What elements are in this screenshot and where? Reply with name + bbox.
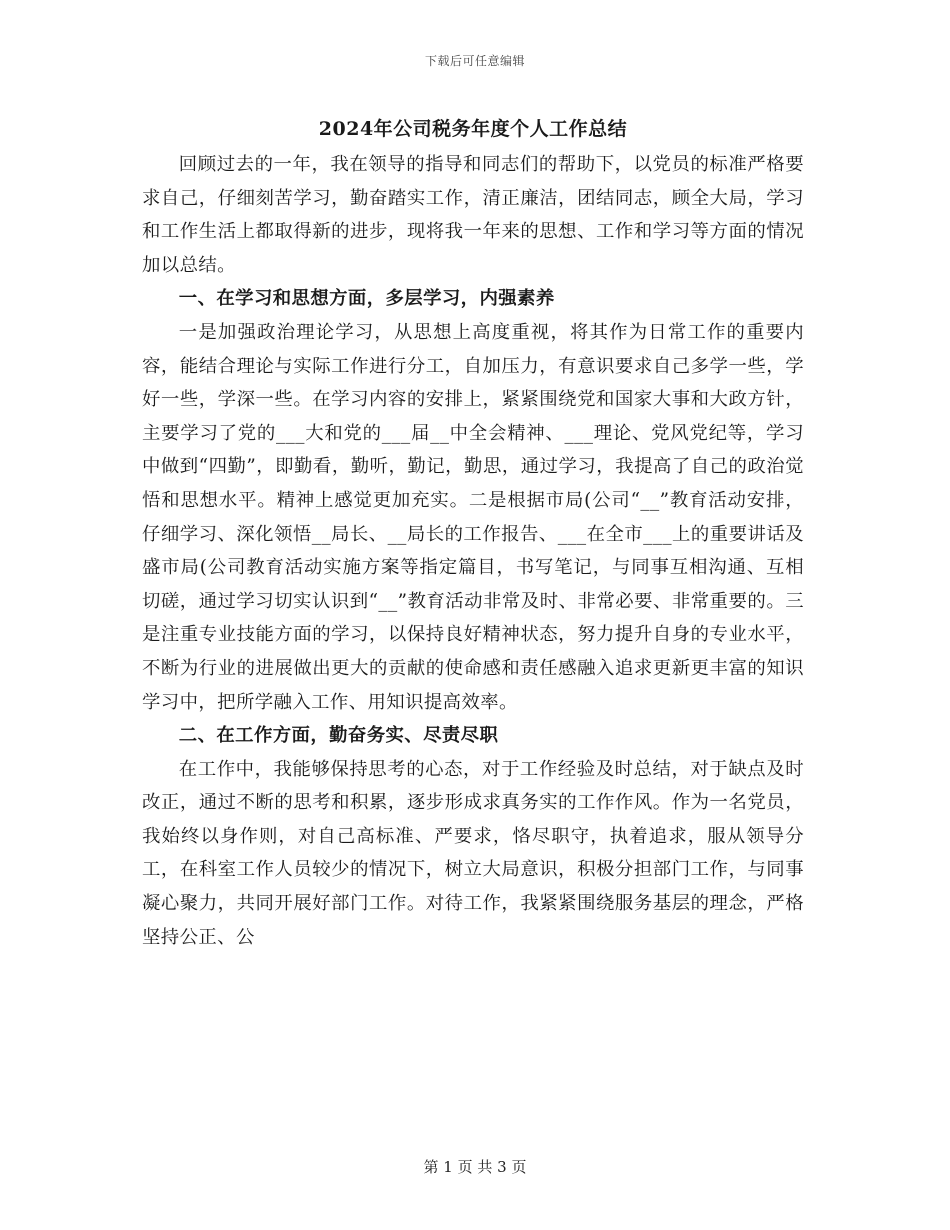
section-2-heading: 二、在工作方面，勤奋务实、尽责尽职 [178,725,499,747]
document-body [142,113,804,954]
header-note: 下载后可任意编辑 [424,54,525,68]
page-footer: 第 1 页 共 3 页 [423,1158,527,1176]
section-1-heading: 一、在学习和思想方面，多层学习，内强素养 [178,288,555,310]
section-2-paragraph: 在工作中，我能够保持思考的心态，对于工作经验及时总结，对于缺点及时改正，通过不断的思考和积累，逐步形成求真务实的工作作风。作为一名党员，我始终以身作则，对自己高标准、严要求，恪尽职守，执着追求，服从领导分工，在科室工作人员较少的情况下，树立大局意识，积极分担部门工作，与同事凝心聚力，共同开展好部门工作。对待工作，我紧紧围绕服务基层的理念，严格坚持公正、公 [142,758,804,948]
document-title: 2024年公司税务年度个人工作总结 [318,118,628,140]
section-1-paragraph: 一是加强政治理论学习，从思想上高度重视，将其作为日常工作的重要内容，能结合理论与实际工作进行分工，自加压力，有意识要求自己多学一些，学好一些，学深一些。在学习内容的安排上，紧紧围绕党和国家大事和大政方针，主要学习了党的___大和党的___届__中全会精神、___理论、党风党纪等，学习中做到“四勤”，即勤看，勤听，勤记，勤思，通过学习，我提高了自己的政治觉悟和思想水平。精神上感觉更加充实。二是根据市局(公司“__”教育活动安排，仔细学习、深化领悟__局长、__局长的工作报告、___在全市___上的重要讲话及盛市局(公司教育活动实施方案等指定篇目，书写笔记，与同事互相沟通、互相切磋，通过学习切实认识到“__”教育活动非常及时、非常必要、非常重要的。三是注重专业技能方面的学习，以保持良好精神状态，努力提升自身的专业水平，不断为行业的进展做出更大的贡献的使命感和责任感融入追求更新更丰富的知识学习中，把所学融入工作、用知识提高效率。 [142,321,804,713]
intro-paragraph: 回顾过去的一年，我在领导的指导和同志们的帮助下，以党员的标准严格要求自己，仔细刻苦学习，勤奋踏实工作，清正廉洁，团结同志，顾全大局，学习和工作生活上都取得新的进步，现将我一年来的思想、工作和学习等方面的情况加以总结。 [142,154,804,276]
